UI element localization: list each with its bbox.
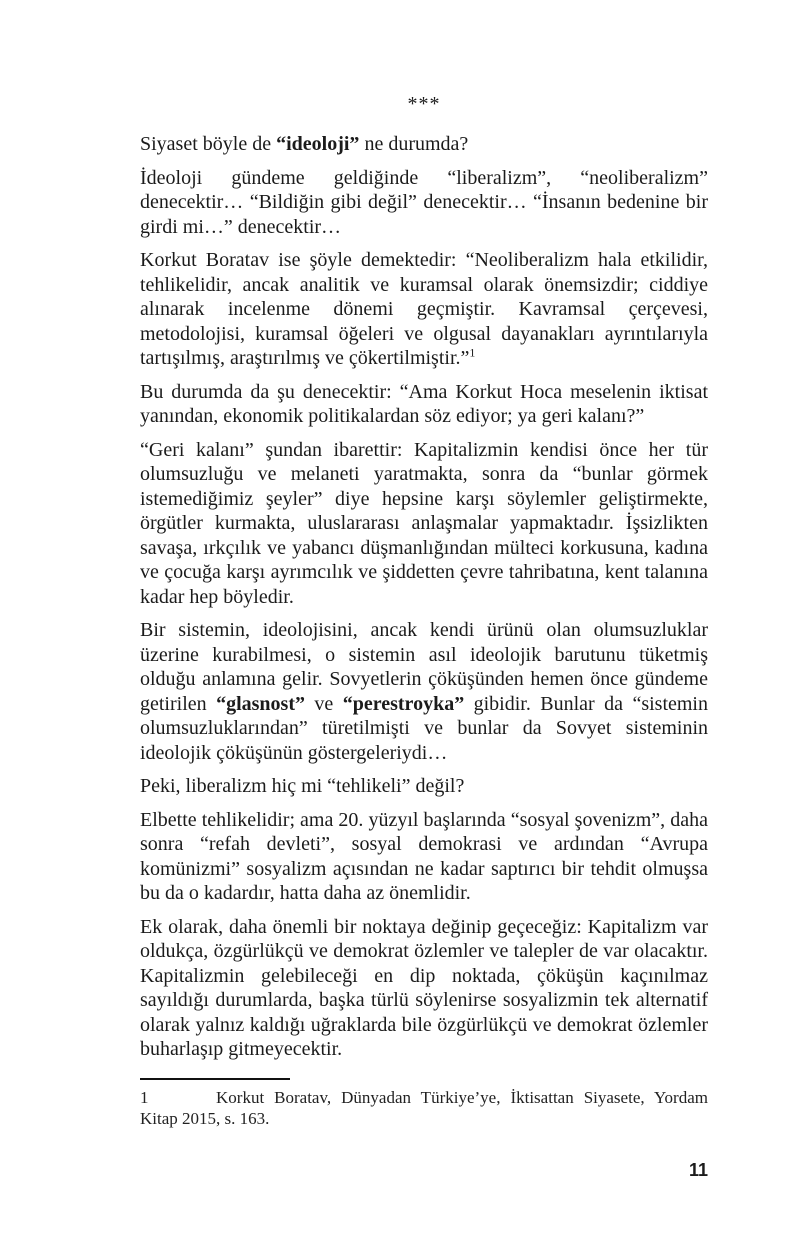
text-segment: “glasnost” [216, 692, 305, 715]
text-segment: Siyaset böyle de [140, 133, 277, 155]
paragraph-3 [140, 248, 708, 371]
text-segment: İdeoloji gündeme geldiğinde “liberalizm”, “neoliberalizm” denecektir… “Bildiğin gibi değil” denecektir… “İnsanın bedenine bir girdi mi…” denecektir… [140, 166, 708, 238]
paragraph-2 [140, 166, 708, 240]
footnote-marker: 1 [140, 1088, 149, 1107]
text-segment: Peki, liberalizm hiç mi “tehlikeli” değil? [140, 775, 465, 797]
paragraph-1 [140, 132, 708, 157]
footnote-body: Korkut Boratav, Dünyadan Türkiye’ye, İktisattan Siyasete, Yordam Kitap 2015, s. 163. [140, 1088, 708, 1128]
text-segment: “perestroyka” [342, 692, 465, 715]
footnote-text [140, 1087, 708, 1129]
text-column [140, 92, 708, 1071]
page-number: 11 [688, 1160, 708, 1180]
text-segment: Elbette tehlikelidir; ama 20. yüzyıl başlarında “sosyal şovenizm”, daha sonra “refah devleti”, sosyal demokrasi ve ardından “Avrupa komünizmi” sosyalizm açısından ne kadar saptırıcı bir tehdit olmuşsa bu da o kadardır, hatta daha az önemlidir. [140, 808, 708, 904]
paragraph-9 [140, 915, 708, 1062]
text-segment: ve [304, 692, 343, 715]
text-segment: Ek olarak, daha önemli bir noktaya değinip geçeceğiz: Kapitalizm var oldukça, özgürlükçü ve demokrat özlemler ve talepler de var olacaktır. Kapitalizmin gelebileceği en dip noktada, çöküşün kaçınılmaz sayıldığı durumlarda, başka türlü söylenirse sosyalizmin tek alternatif olarak yalnız kaldığı uğraklarda bile özgürlükçü ve demokrat özlemler buharlaşıp gitmeyecektir. [140, 915, 708, 1060]
paragraph-8 [140, 808, 708, 906]
text-segment: Bu durumda da şu denecektir: “Ama Korkut Hoca meselenin iktisat yanından, ekonomik politikalardan söz ediyor; ya geri kalanı?” [140, 380, 708, 427]
footnote-divider [140, 1078, 290, 1080]
text-segment: Bir sistemin, ideolojisini, ancak kendi ürünü olan olumsuzluklar üzerine kurabilmesi, o sistemin asıl ideolojik barutunu tüketmiş olduğu anlamına gelir. Sovyetlerin çöküşünden hemen önce gündeme getirilen [140, 619, 708, 715]
text-segment: “Geri kalanı” şundan ibarettir: Kapitalizmin kendisi önce her tür olumsuzluğu ve melaneti yaratmakta, sonra da “bunlar görmek istemediğimiz şeyler” diye hepsine karşı söylemler geliştirmekte, örgütler kurmakta, uluslararası anlaşmalar yapmaktadır. İşsizlikten savaşa, ırkçılık ve yabancı düşmanlığından mülteci korkusuna, kadına ve çocuğa karşı ayrımcılık ve şiddetten çevre tahribatına, kent talanına kadar hep böyledir. [140, 438, 708, 608]
footnote [140, 1078, 708, 1129]
paragraph-6 [140, 618, 708, 765]
section-separator: *** [407, 93, 441, 115]
text-segment: gibidir. Bunlar da “sistemin olumsuzluklarından” türetilmişti ve bunlar da Sovyet sisteminin ideolojik çöküşünün göstergeleriydi… [140, 692, 708, 764]
text-segment: Korkut Boratav ise şöyle demektedir: “Neoliberalizm hala etkilidir, tehlikelidir, ancak analitik ve kuramsal olarak önemsizdir; ciddiye alınarak incelenme dönemi geçmiştir. Kavramsal çerçevesi, metodolojisi, kuramsal öğeleri ve olgusal dayanakları ayrıntılarıyla tartışılmış, araştırılmış ve çökertilmiştir.” [140, 249, 708, 369]
paragraph-4 [140, 380, 708, 429]
footnote-reference: 1 [469, 345, 476, 360]
text-segment: ne durumda? [359, 133, 469, 155]
text-segment: “ideoloji” [276, 133, 360, 155]
paragraph-7 [140, 774, 708, 799]
paragraph-5 [140, 438, 708, 610]
